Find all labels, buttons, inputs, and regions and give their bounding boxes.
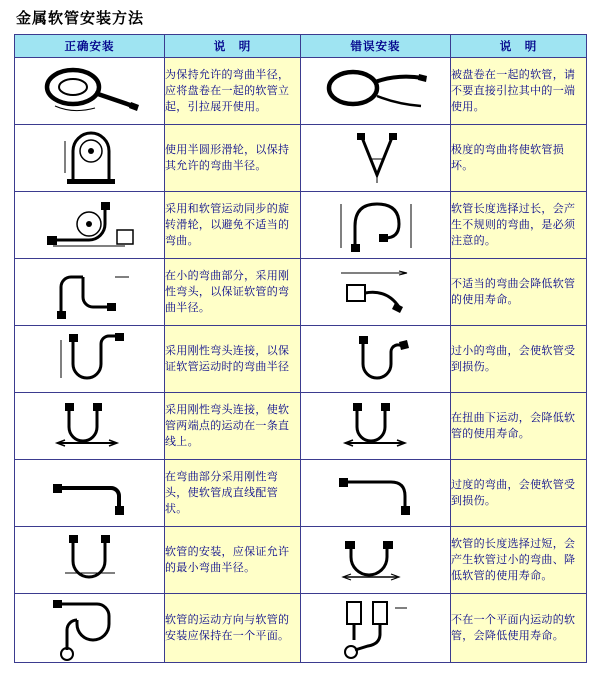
correct-illustration-cell — [15, 326, 165, 393]
wrong-note: 过小的弯曲，会使软管受到损伤。 — [451, 326, 587, 393]
correct-note: 软管的安装，应保证允许的最小弯曲半径。 — [165, 527, 301, 594]
page-title: 金属软管安装方法 — [16, 9, 145, 27]
wrong-illustration-cell — [301, 58, 451, 125]
column-header-wrong-note: 说 明 — [451, 35, 587, 58]
wrong-note: 软管的长度选择过短，会产生软管过小的弯曲、降低软管的使用寿命。 — [451, 527, 587, 594]
wrong-illustration-cell — [301, 594, 451, 663]
correct-note: 为保持允许的弯曲半径，应将盘卷在一起的软管立起，引拉展开使用。 — [165, 58, 301, 125]
table-row — [15, 594, 587, 663]
coiled-hose-pulled-straight-icon — [311, 62, 441, 120]
hose-sharp-v-bend-icon — [311, 129, 441, 187]
correct-note: 使用半圆形滑轮，以保持其允许的弯曲半径。 — [165, 125, 301, 192]
hose-too-long-small-bend-icon — [311, 531, 441, 589]
correct-note: 采用刚性弯头连接，以保证软管运动时的弯曲半径 — [165, 326, 301, 393]
correct-illustration-cell — [15, 192, 165, 259]
hose-motion-in-same-plane-icon — [25, 594, 155, 662]
wrong-note: 不在一个平面内运动的软管，会降低使用寿命。 — [451, 594, 587, 663]
improper-bend-at-fitting-icon — [311, 263, 441, 321]
table-row — [15, 393, 587, 460]
table-row — [15, 125, 587, 192]
table-row — [15, 326, 587, 393]
correct-illustration-cell — [15, 125, 165, 192]
rigid-elbow-straight-piping-icon — [25, 464, 155, 522]
correct-illustration-cell — [15, 259, 165, 326]
correct-note: 在小的弯曲部分，采用刚性弯头，以保证软管的弯曲半径。 — [165, 259, 301, 326]
hose-too-long-irregular-bend-icon — [311, 196, 441, 254]
hose-install-min-bend-radius-icon — [25, 531, 155, 589]
table-row — [15, 259, 587, 326]
wrong-illustration-cell — [301, 527, 451, 594]
coiled-hose-on-reel-icon — [25, 62, 155, 120]
table-header — [15, 35, 587, 58]
table-row — [15, 192, 587, 259]
correct-illustration-cell — [15, 58, 165, 125]
table-row — [15, 58, 587, 125]
correct-illustration-cell — [15, 393, 165, 460]
wrong-illustration-cell — [301, 326, 451, 393]
wrong-illustration-cell — [301, 259, 451, 326]
correct-note: 采用刚性弯头连接，使软管两端点的运动在一条直线上。 — [165, 393, 301, 460]
correct-illustration-cell — [15, 460, 165, 527]
table-row — [15, 527, 587, 594]
table-row — [15, 460, 587, 527]
wrong-note: 在扭曲下运动，会降低软管的使用寿命。 — [451, 393, 587, 460]
wrong-illustration-cell — [301, 125, 451, 192]
wrong-illustration-cell — [301, 192, 451, 259]
correct-illustration-cell — [15, 527, 165, 594]
rigid-elbow-u-bend-connection-icon — [25, 330, 155, 388]
correct-note: 软管的运动方向与软管的安装应保持在一个平面。 — [165, 594, 301, 663]
hose-motion-out-of-plane-icon — [311, 594, 441, 662]
wrong-note: 过度的弯曲，会使软管受到损伤。 — [451, 460, 587, 527]
wrong-note: 不适当的弯曲会降低软管的使用寿命。 — [451, 259, 587, 326]
column-header-wrong-install: 错误安装 — [301, 35, 451, 58]
hose-over-semicircular-pulley-icon — [25, 129, 155, 187]
wrong-note: 极度的弯曲将使软管损坏。 — [451, 125, 587, 192]
correct-note: 在弯曲部分采用刚性弯头，使软管成直线配管状。 — [165, 460, 301, 527]
rigid-elbow-straight-line-motion-icon — [25, 397, 155, 455]
correct-illustration-cell — [15, 594, 165, 663]
wrong-note: 被盘卷在一起的软管，请不要直接引拉其中的一端使用。 — [451, 58, 587, 125]
wrong-illustration-cell — [301, 393, 451, 460]
too-small-bend-radius-icon — [311, 330, 441, 388]
rigid-elbow-at-small-bend-icon — [25, 263, 155, 321]
correct-note: 采用和软管运动同步的旋转滑轮，以避免不适当的弯曲。 — [165, 192, 301, 259]
wrong-illustration-cell — [301, 460, 451, 527]
column-header-correct-note: 说 明 — [165, 35, 301, 58]
wrong-note: 软管长度选择过长，会产生不规则的弯曲，是必须注意的。 — [451, 192, 587, 259]
over-bent-hose-at-corner-icon — [311, 464, 441, 522]
table-body — [15, 58, 587, 663]
hose-installation-table — [14, 34, 587, 663]
hose-with-synchronized-rotating-pulley-icon — [25, 196, 155, 254]
hose-twisted-in-motion-icon — [311, 397, 441, 455]
column-header-correct-install: 正确安装 — [15, 35, 165, 58]
